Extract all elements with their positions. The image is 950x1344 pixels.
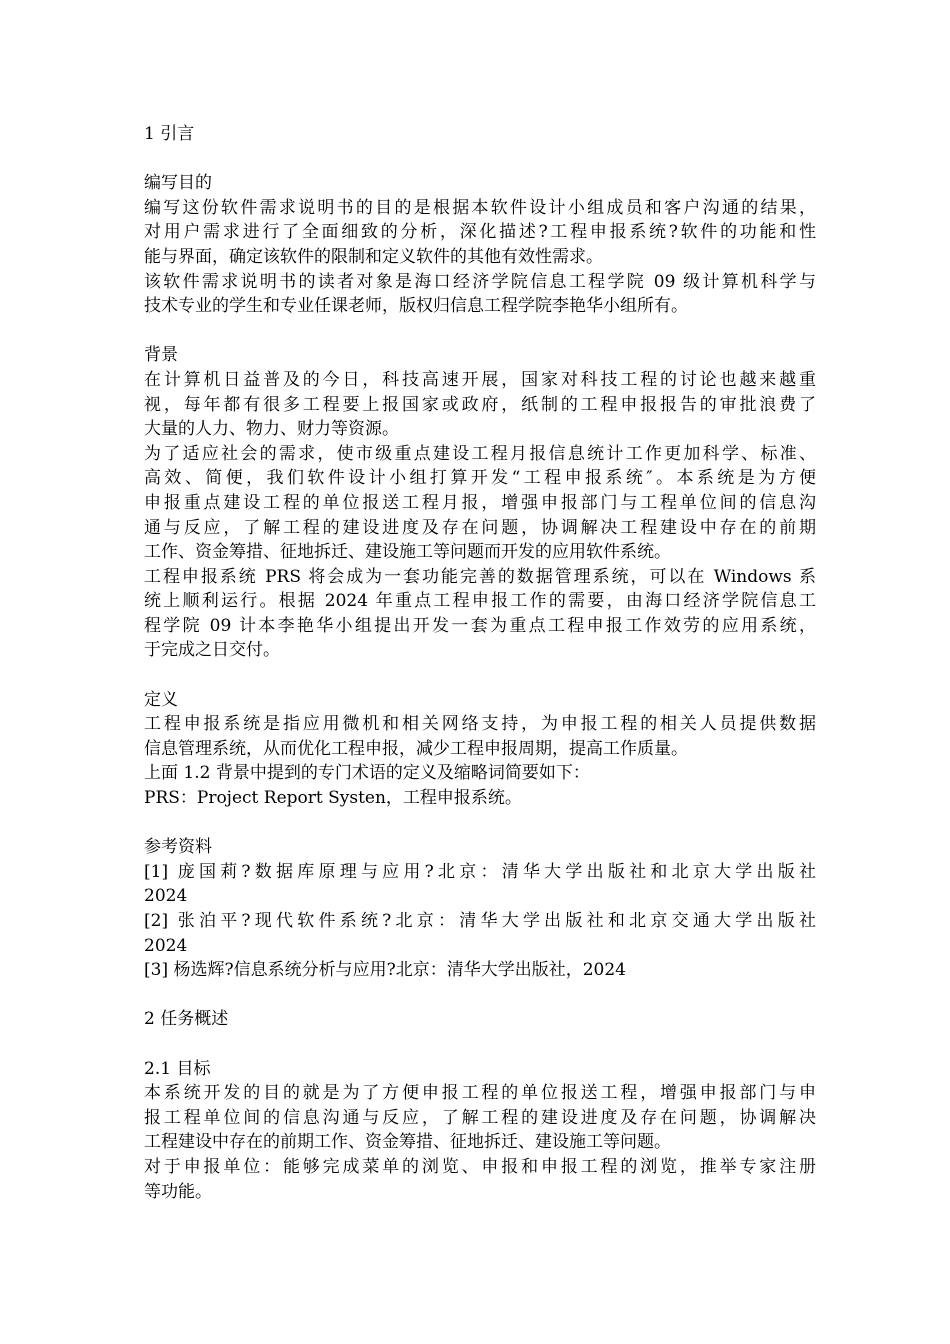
paragraph-line: 等功能。 xyxy=(144,1181,212,1202)
paragraph-line: 能与界面，确定该软件的限制和定义软件的其他有效性需求。 xyxy=(144,246,603,267)
paragraph-line: 在计算机日益普及的今日，科技高速开展，国家对科技工程的讨论也越来越重 xyxy=(144,369,816,390)
spacer xyxy=(144,147,816,172)
paragraph-line: 该软件需求说明书的读者对象是海口经济学院信息工程学院 09 级计算机科学与 xyxy=(144,271,816,292)
paragraph-line: PRS：Project Report Systen，工程申报系统。 xyxy=(144,788,522,809)
reference-item: [3] 杨选辉?信息系统分析与应用?北京：清华大学出版社，2024 xyxy=(144,960,626,981)
background-heading: 背景 xyxy=(144,345,178,366)
references-heading: 参考资料 xyxy=(144,837,212,858)
paragraph-line: 通与反应，了解工程的建设进度及存在问题，协调解决工程建设中存在的前期 xyxy=(144,517,816,538)
paragraph-line: 工程申报系统 PRS 将会成为一套功能完善的数据管理系统，可以在 Windows 系 xyxy=(144,566,816,587)
paragraph-line: 信息管理系统，从而优化工程申报，减少工程申报周期，提高工作质量。 xyxy=(144,738,688,759)
paragraph-line: 高效、简便，我们软件设计小组打算开发“工程申报系统″。本系统是为方便 xyxy=(144,468,816,489)
section-1-title: 1 引言 xyxy=(144,124,195,144)
reference-item: 2024 xyxy=(144,886,188,907)
spacer xyxy=(144,1032,816,1057)
paragraph-line: 大量的人力、物力、财力等资源。 xyxy=(144,419,399,440)
paragraph-line: 为了适应社会的需求，使市级重点建设工程月报信息统计工作更加科学、标准、 xyxy=(144,443,816,464)
spacer xyxy=(144,663,816,688)
paragraph-line: 于完成之日交付。 xyxy=(144,640,280,661)
paragraph-line: 报工程单位间的信息沟通与反应，了解工程的建设进度及存在问题，协调解决 xyxy=(144,1107,816,1128)
paragraph-line: 对用户需求进行了全面细致的分析，深化描述?工程申报系统?软件的功能和性 xyxy=(144,222,816,243)
document-page xyxy=(144,122,816,1204)
reference-item: [1] 庞国莉?数据库原理与应用?北京：清华大学出版社和北京大学出版社 xyxy=(144,861,816,882)
spacer xyxy=(144,811,816,836)
paragraph-line: 编写这份软件需求说明书的目的是根据本软件设计小组成员和客户沟通的结果， xyxy=(144,197,816,218)
paragraph-line: 技术专业的学生和专业任课老师，版权归信息工程学院李艳华小组所有。 xyxy=(144,296,688,317)
goal-heading: 2.1 目标 xyxy=(144,1058,211,1079)
paragraph-line: 工程申报系统是指应用微机和相关网络支持，为申报工程的相关人员提供数据 xyxy=(144,714,816,735)
spacer xyxy=(144,319,816,344)
reference-item: [2] 张泊平?现代软件系统?北京：清华大学出版社和北京交通大学出版社 xyxy=(144,911,816,931)
paragraph-line: 工程建设中存在的前期工作、资金筹措、征地拆迁、建设施工等问题。 xyxy=(144,1132,671,1153)
paragraph-line: 视，每年都有很多工程要上报国家或政府，纸制的工程申报报告的审批浪费了 xyxy=(144,394,816,415)
reference-item: 2024 xyxy=(144,935,188,956)
purpose-heading: 编写目的 xyxy=(144,173,212,194)
paragraph-line: 上面 1.2 背景中提到的专门术语的定义及缩略词简要如下： xyxy=(144,763,590,784)
spacer xyxy=(144,983,816,1008)
paragraph-line: 对于申报单位：能够完成菜单的浏览、申报和申报工程的浏览，推举专家注册 xyxy=(144,1156,816,1177)
paragraph-line: 申报重点建设工程的单位报送工程月报，增强申报部门与工程单位间的信息沟 xyxy=(144,492,816,513)
section-2-title: 2 任务概述 xyxy=(144,1009,229,1030)
paragraph-line: 工作、资金筹措、征地拆迁、建设施工等问题而开发的应用软件系统。 xyxy=(144,542,671,563)
paragraph-line: 本系统开发的目的就是为了方便申报工程的单位报送工程，增强申报部门与申 xyxy=(144,1083,816,1104)
paragraph-line: 程学院 09 计本李艳华小组提出开发一套为重点工程申报工作效劳的应用系统， xyxy=(144,615,816,636)
paragraph-line: 统上顺利运行。根据 2024 年重点工程申报工作的需要，由海口经济学院信息工 xyxy=(144,591,816,612)
definition-heading: 定义 xyxy=(144,689,178,710)
